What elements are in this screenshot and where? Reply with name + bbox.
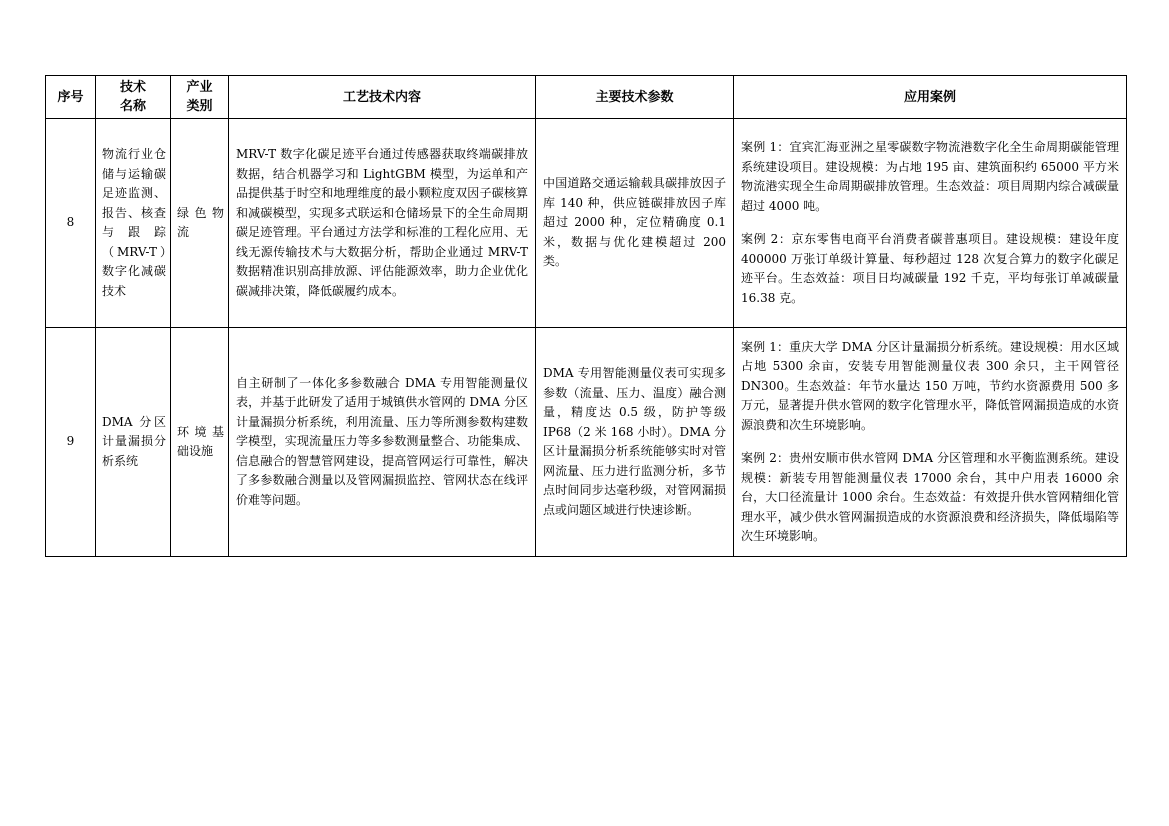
process-content: 自主研制了一体化多参数融合 DMA 专用智能测量仪表，并基于此研发了适用于城镇供水管网的 DMA 分区计量漏损分析系统，利用流量、压力等所测参数构建数学模型，实现流量压力等多参数测量整合、功能集成、信息融合的智慧管网建设，提高管网运行可靠性，解决了多参数融合测量以及管网漏损监控、管网状态在线评价难等问题。 [229, 328, 536, 557]
tech-name: 物流行业仓储与运输碳足迹监测、报告、核查与跟踪（MRV-T）数字化减碳技术 [96, 119, 171, 328]
header-tech-name: 技术 名称 [96, 76, 171, 119]
header-process-content: 工艺技术内容 [229, 76, 536, 119]
row-number: 8 [46, 119, 96, 328]
tech-name: DMA 分区计量漏损分析系统 [96, 328, 171, 557]
application-cases [734, 119, 1127, 328]
header-application-cases: 应用案例 [734, 76, 1127, 119]
main-params: 中国道路交通运输载具碳排放因子库 140 种，供应链碳排放因子库超过 2000 种，定位精确度 0.1 米，数据与优化建模超过 200 类。 [536, 119, 734, 328]
header-industry-category: 产业 类别 [171, 76, 229, 119]
header-no: 序号 [46, 76, 96, 119]
header-row [46, 76, 1127, 119]
technology-table [45, 75, 1127, 557]
table-row [46, 328, 1127, 557]
case-2: 案例 2：京东零售电商平台消费者碳普惠项目。建设规模：建设年度 400000 万张订单级计算量、每秒超过 128 次复合算力的数字化碳足迹平台。生态效益：项目日均减碳量 192 千克，平均每张订单减碳量 16.38 克。 [741, 232, 1119, 305]
application-cases [734, 328, 1127, 557]
industry-category: 绿色物流 [171, 119, 229, 328]
header-main-params: 主要技术参数 [536, 76, 734, 119]
main-params: DMA 专用智能测量仪表可实现多参数（流量、压力、温度）融合测量，精度达 0.5 级，防护等级 IP68（2 米 168 小时）。DMA 分区计量漏损分析系统能够实时对管网流量、压力进行监测分析，多节点时间同步达毫秒级，对管网漏损点或问题区域进行快速诊断。 [536, 328, 734, 557]
table-row [46, 119, 1127, 328]
process-content: MRV-T 数字化碳足迹平台通过传感器获取终端碳排放数据，结合机器学习和 LightGBM 模型，为运单和产品提供基于时空和地理维度的最小颗粒度双因子碳核算和减碳模型，实现多式联运和仓储场景下的全生命周期碳足迹管理。平台通过方法学和标准的工程化应用、无线无源传输技术与大数据分析，帮助企业通过 MRV-T 数据精准识别高排放源、评估能源效率，助力企业优化碳减排决策，降低碳履约成本。 [229, 119, 536, 328]
case-1: 案例 1：重庆大学 DMA 分区计量漏损分析系统。建设规模：用水区域占地 5300 余亩，安装专用智能测量仪表 300 余只，主干网管径 DN300。生态效益：年节水量达 150 万吨，节约水资源费用 500 多万元，显著提升供水管网的数字化管理水平，降低管网漏损造成的水资源浪费和次生环境影响。 [741, 339, 1119, 432]
industry-category: 环境基础设施 [171, 328, 229, 557]
case-2: 案例 2：贵州安顺市供水管网 DMA 分区管理和水平衡监测系统。建设规模：新装专用智能测量仪表 17000 余台，其中户用表 16000 余台，大口径流量计 1000 余台。生态效益：有效提升供水管网精细化管理水平，减少供水管网漏损造成的水资源浪费和经济损失，降低塌陷等次生环境影响。 [741, 451, 1119, 543]
case-1: 案例 1：宜宾汇海亚洲之星零碳数字物流港数字化全生命周期碳能管理系统建设项目。建设规模：为占地 195 亩、建筑面积约 65000 平方米物流港实现全生命周期碳排放管理。生态效益：项目周期内综合减碳量超过 4000 吨。 [741, 140, 1119, 213]
row-number: 9 [46, 328, 96, 557]
